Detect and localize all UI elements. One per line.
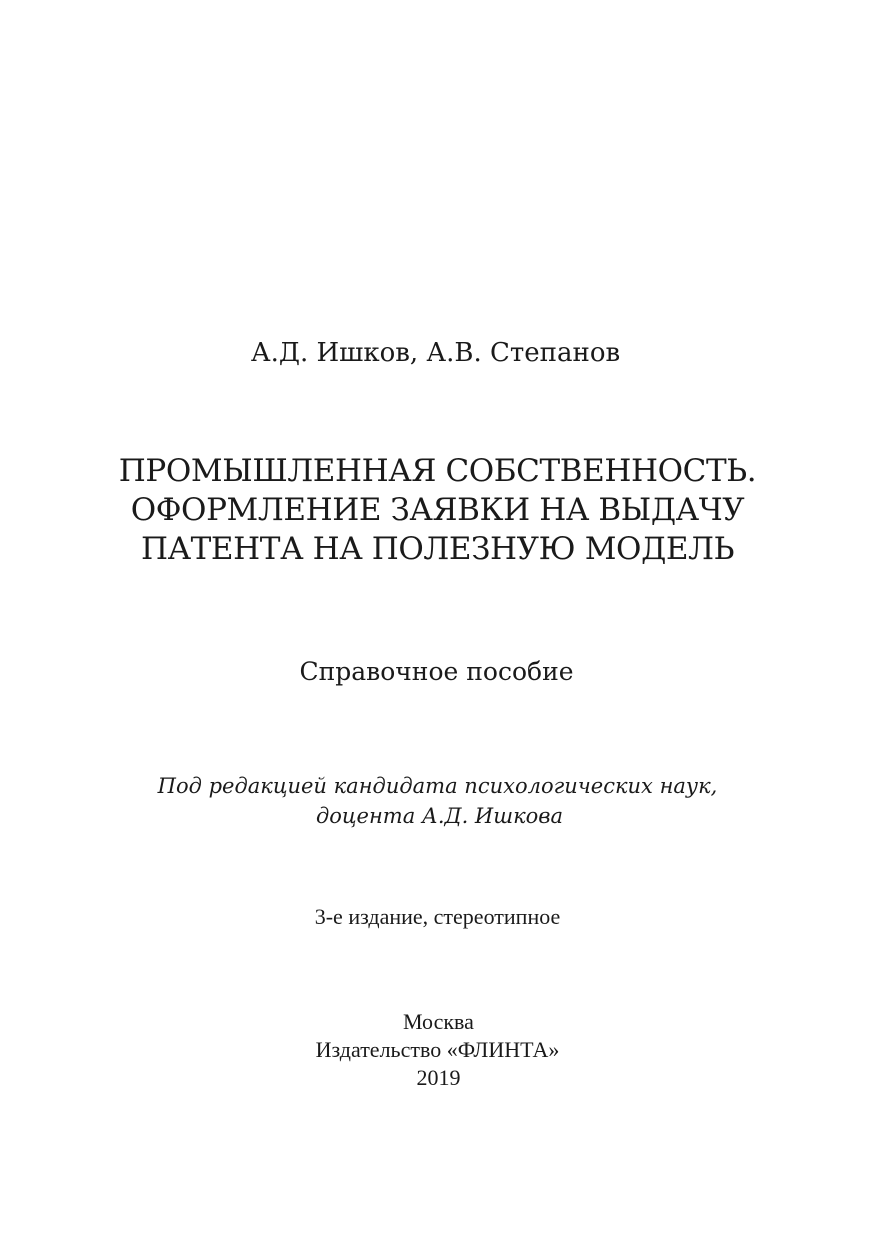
book-title-line-1: ПРОМЫШЛЕННАЯ СОБСТВЕННОСТЬ.	[118, 453, 757, 489]
authors: А.Д. Ишков, А.В. Степанов	[250, 338, 621, 368]
imprint-year: 2019	[416, 1065, 461, 1090]
book-subtitle: Справочное пособие	[299, 657, 574, 686]
imprint-publisher: Издательство «ФЛИНТА»	[315, 1037, 560, 1062]
book-title-line-3: ПАТЕНТА НА ПОЛЕЗНУЮ МОДЕЛЬ	[140, 531, 735, 567]
book-title-line-2: ОФОРМЛЕНИЕ ЗАЯВКИ НА ВЫДАЧУ	[130, 492, 745, 528]
editor-note-line-2: доцента А.Д. Ишкова	[315, 804, 564, 828]
imprint-city: Москва	[403, 1009, 474, 1034]
edition-note: 3-е издание, стереотипное	[314, 904, 561, 929]
editor-note-line-1: Под редакцией кандидата психологических наук,	[157, 774, 718, 798]
